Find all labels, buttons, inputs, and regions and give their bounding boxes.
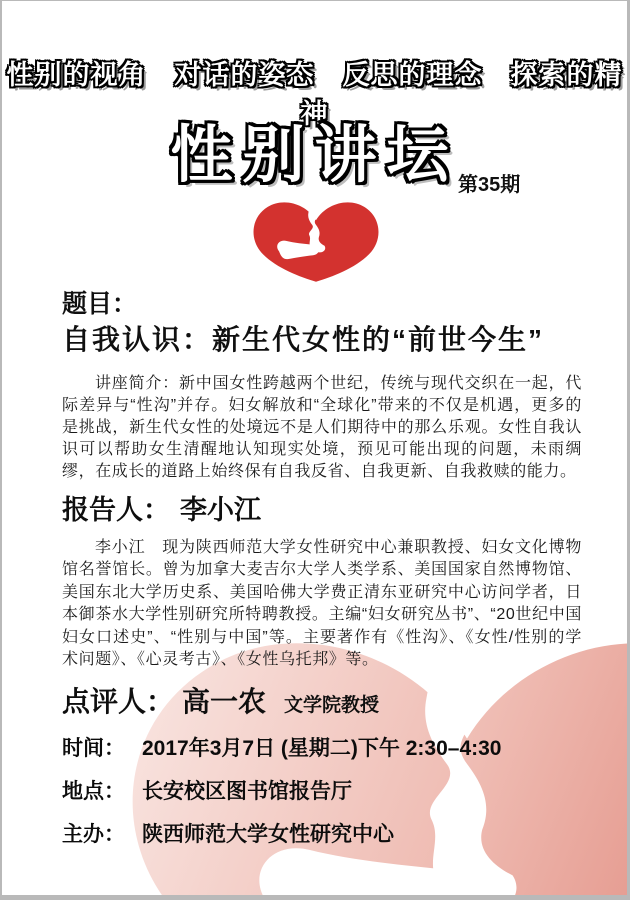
info-row-organizer [62,818,501,848]
speaker-name: 李小江 [180,495,261,525]
location-value: 长安校区图书馆报告厅 [142,780,352,803]
issue-number: 第35期 [458,174,521,196]
poster-title: 性别讲坛 [170,121,459,190]
organizer-value: 陕西师范大学女性研究中心 [142,823,394,846]
time-label: 时间： [62,737,125,760]
topic-title: 自我认识：新生代女性的“前世今生” [62,324,545,355]
time-value: 2017年3月7日 (星期二)下午 2:30–4:30 [142,737,502,760]
info-row-location [62,775,501,805]
location-label: 地点： [62,780,125,803]
commentator-row [62,680,379,720]
topic-label: 题目： [62,290,138,318]
organizer-label: 主办： [62,823,125,846]
poster-page [2,1,627,895]
commentator-title: 文学院教授 [284,695,380,716]
event-info [62,732,501,848]
lecture-intro: 讲座简介：新中国女性跨越两个世纪，传统与现代交织在一起，代际差异与“性沟”并存。妇女解放和“全球化”带来的不仅是机遇，更多的是挑战，新生代女性的处境远不是人们期待中的那么乐观。女性自我认识可以帮助女生清醒地认知现实处境，预见可能出现的问题，未雨绸缪，在成长的道路上始终保有自我反省、自我更新、自我救赎的能力。 [62,375,582,480]
speaker-label: 报告人： [62,495,170,525]
commentator-label: 点评人： [62,686,175,717]
commentator-name: 高一农 [182,686,267,717]
info-row-time [62,732,501,762]
speaker-row [62,488,261,527]
slogan: 性别的视角 对话的姿态 反思的理念 探索的精神 [6,60,623,129]
speaker-bio: 李小江 现为陕西师范大学女性研究中心兼职教授、妇女文化博物馆名誉馆长。曾为加拿大麦吉尔大学人类学系、美国国家自然博物馆、美国东北大学历史系、美国哈佛大学费正清东亚研究中心访问学者，日本御茶水大学性别研究所特聘教授。主编“妇女研究丛书”、“20世纪中国妇女口述史”、“性别与中国”等。主要著作有《性沟》、《女性/性别的学术问题》、《心灵考古》、《女性乌托邦》等。 [62,539,582,669]
heart-logo-icon [245,197,387,285]
